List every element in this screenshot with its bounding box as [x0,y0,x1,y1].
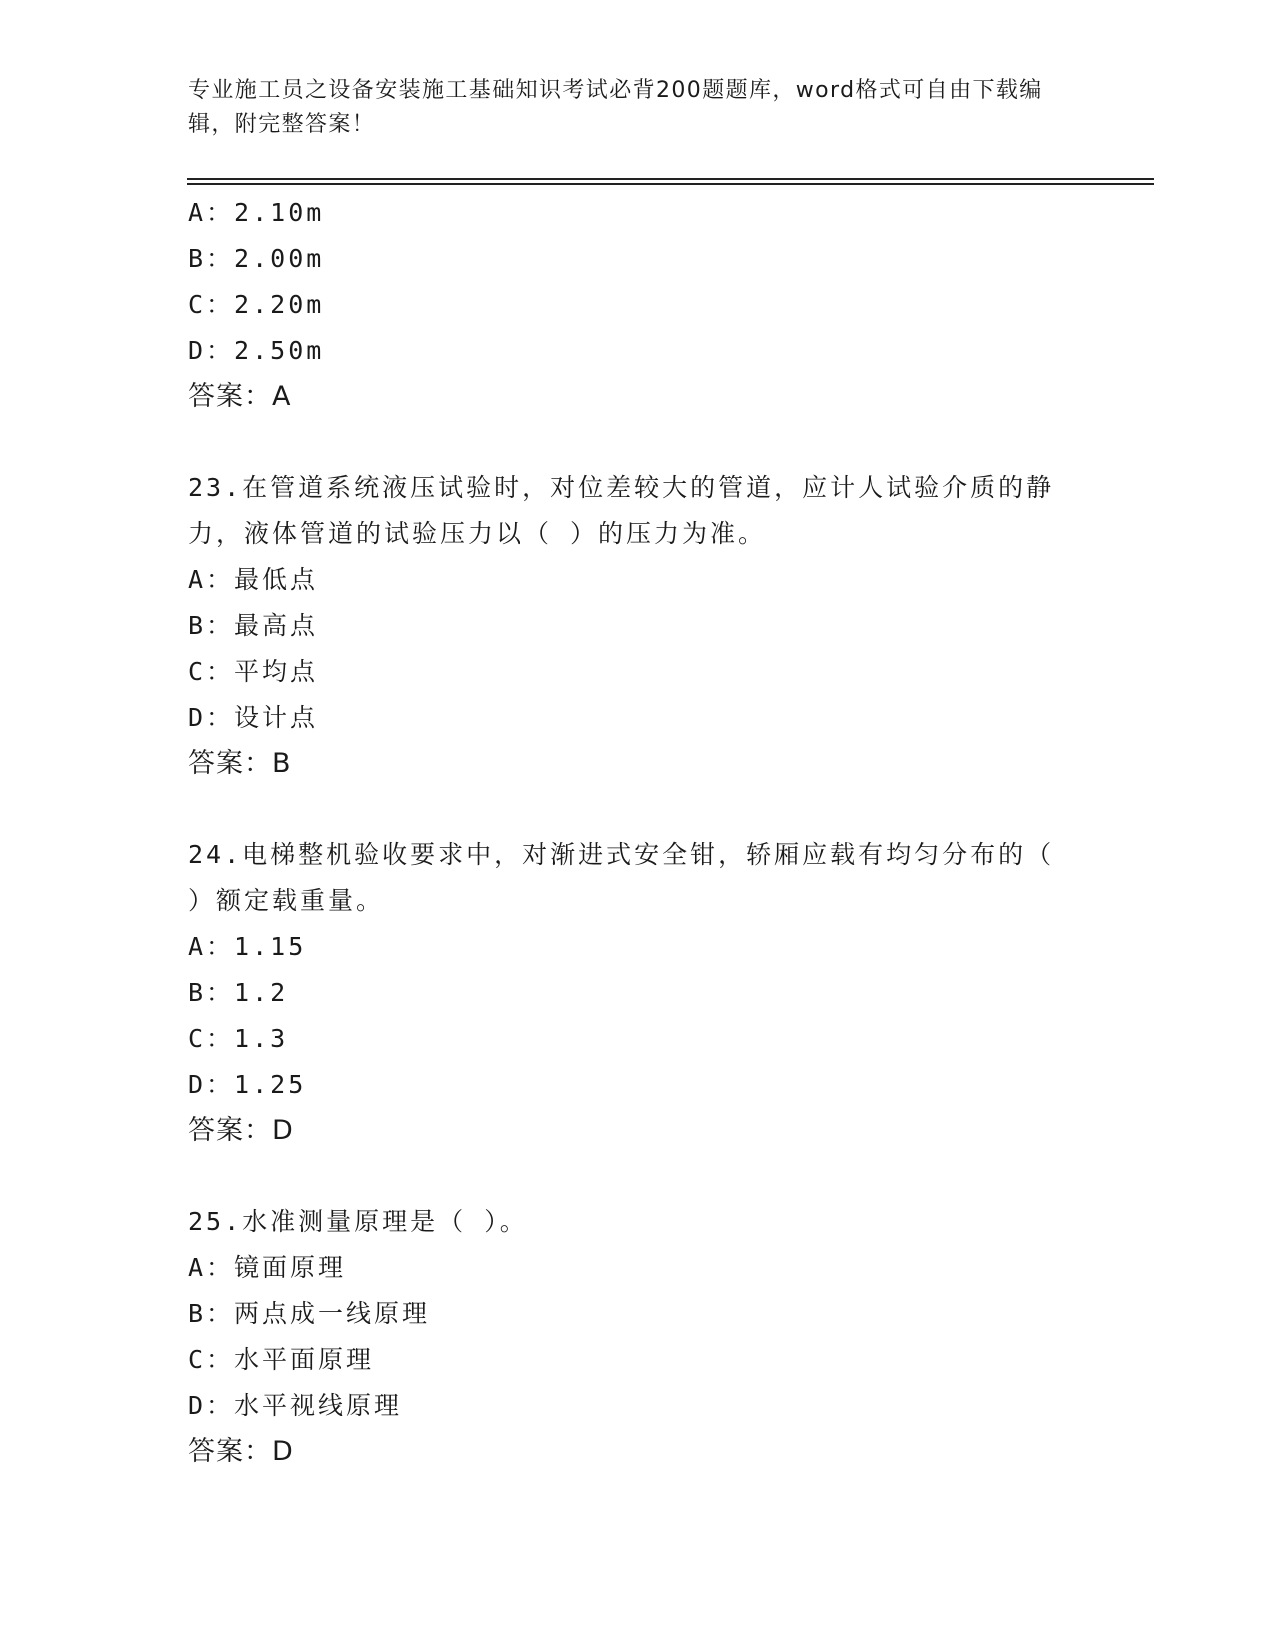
option-d: D：2.50m [188,336,325,365]
question-text-line-1: 25.水准测量原理是（ ）。 [188,1207,528,1236]
option-d: D：设计点 [188,703,319,732]
header-divider-top [187,178,1154,180]
option-b: B：最高点 [188,611,319,640]
option-d: D：水平视线原理 [188,1391,403,1420]
question-block-25 [188,1199,1088,1475]
question-block-23 [188,465,1088,787]
option-b: B：两点成一线原理 [188,1299,431,1328]
answer: 答案：D [188,1436,294,1467]
option-a: A：最低点 [188,565,319,594]
option-b: B：2.00m [188,244,325,273]
question-block-22 [188,190,1088,420]
option-c: C：水平面原理 [188,1345,375,1374]
question-text-line-2: 力，液体管道的试验压力以（ ）的压力为准。 [188,519,767,548]
header-title: 专业施工员之设备安装施工基础知识考试必背200题题库，word格式可自由下载编辑，附完整答案！ [188,78,1043,137]
answer: 答案：D [188,1115,294,1146]
option-a: A：镜面原理 [188,1253,347,1282]
answer: 答案：B [188,748,292,779]
question-text-line-1: 23.在管道系统液压试验时，对位差较大的管道，应计人试验介质的静 [188,473,1055,502]
option-c: C：1.3 [188,1024,289,1053]
option-a: A：1.15 [188,932,307,961]
answer: 答案：A [188,381,292,412]
option-b: B：1.2 [188,978,289,1007]
option-c: C：2.20m [188,290,325,319]
document-body [188,190,1088,1475]
document-header [188,74,1068,142]
question-block-24 [188,832,1088,1154]
option-d: D：1.25 [188,1070,307,1099]
option-a: A：2.10m [188,198,325,227]
question-text-line-2: ）额定载重量。 [188,886,385,915]
header-divider-bottom [187,183,1154,185]
question-text-line-1: 24.电梯整机验收要求中，对渐进式安全钳，轿厢应载有均匀分布的（ [188,840,1055,869]
option-c: C：平均点 [188,657,319,686]
